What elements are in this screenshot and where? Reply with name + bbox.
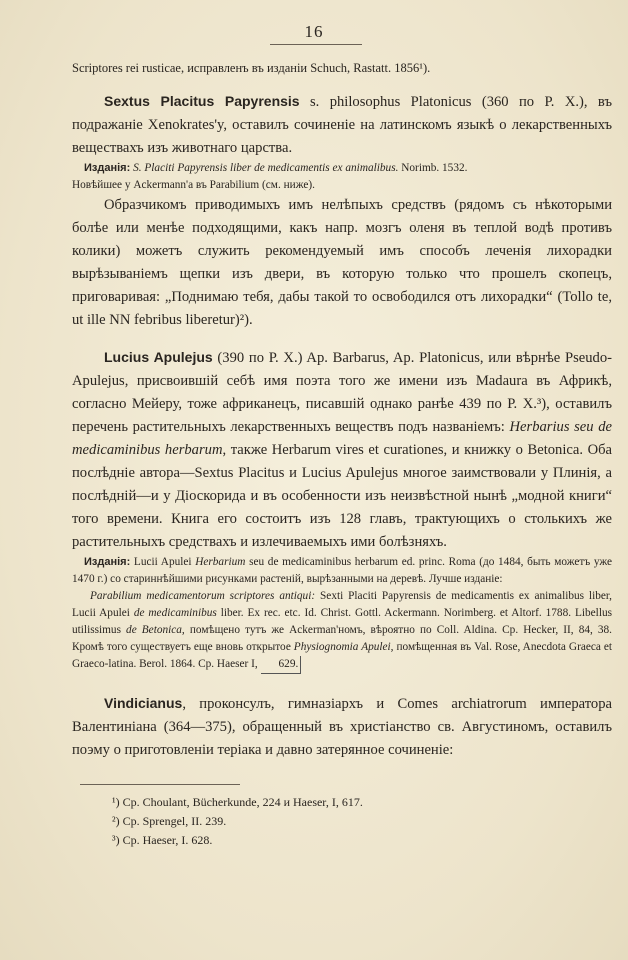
sextus-paragraph xyxy=(72,90,612,160)
sextus-text: s. philosophus Platonicus (360 по Р. X.), въ подражаніе Xenokrates'y, оставилъ сочиненіе на латинскомъ языкѣ о лекарственныхъ веществахъ изъ животнаго царства. xyxy=(72,94,613,156)
lucius-editions-label: Изданія: xyxy=(84,556,131,568)
page-number: 16 xyxy=(304,22,324,41)
lucius-text-a: (390 по Р. X.) Ap. Barbarus, Ap. Platonicus, или вѣрнѣе Pseudo-Apulejus, присвоившій себѣ имя поэта того же имени изъ Madaura въ Африкѣ, согласно Мейеру, тоже африканецъ, писавшій однако ранѣе 439 по Р. X.³), оставилъ перечень растительныхъ лекарственныхъ веществъ подъ названіемъ: xyxy=(72,350,613,435)
page-content xyxy=(72,58,612,850)
lucius-editions-2 xyxy=(72,588,612,674)
sextus-editions-line2: Новѣйшее у Ackermann'a въ Parabilium (см. ниже). xyxy=(72,179,315,191)
lucius-ed-a: Lucii Apulei xyxy=(130,556,196,568)
lucius-text-b: , также Herbarum vires et curationes, и книжку о Betonica. Оба послѣдніе автора—Sextus Placitus и Lucius Apulejus многое заимствовали у Плинія, а послѣдній—и у Діоскорида и въ особенности изъ неизвѣстной нынѣ „модной книги“ того времени. Книга его состоитъ изъ 128 главъ, трактующихъ о столькихъ же растительныхъ средствахъ и излечиваемыхъ ими болѣзняхъ. xyxy=(72,442,613,550)
page-number-rule xyxy=(270,44,362,45)
lucius-ed2-it3: de Betonica, xyxy=(126,624,185,636)
footnote-rule xyxy=(80,784,240,785)
sextus-editions-rest: Norimb. 1532. xyxy=(398,162,468,174)
sextus-editions-title: S. Placiti Papyrensis liber de medicamentis ex animalibus. xyxy=(133,162,399,174)
lucius-ed2-title: Parabilium medicamentorum scriptores antiqui: xyxy=(90,590,316,602)
footnote-3: ³) Ср. Haeser, I. 628. xyxy=(112,833,213,847)
sextus-body: Образчикомъ приводимыхъ имъ нелѣпыхъ средствъ (рядомъ съ нѣкоторыми болѣе или менѣе подходящими, какъ напр. мозгъ оленя въ теплой водѣ противъ колики) можетъ служить рекомендуемый имъ способъ леченія лихорадки вырѣзываніемъ щепки изъ двери, въ которую только что прошелъ скопецъ, приговаривая: „Поднимаю тебя, дабы такой то освободился отъ лихорадки“ (Tollo te, ut ille NN febribus liberetur)²). xyxy=(72,197,612,328)
vindicianus-paragraph xyxy=(72,692,612,762)
lucius-paragraph xyxy=(72,346,612,554)
lucius-ed2-d: помѣщенная въ Val. Rose, Anecdota Graeca et Graeco-latina. Berol. 1864. Ср. Haeser I, xyxy=(72,641,612,670)
footnotes xyxy=(72,793,612,850)
sextus-editions xyxy=(72,160,612,177)
sextus-name: Sextus Placitus Papyrensis xyxy=(104,93,300,109)
lucius-ed2-a: Sexti Placiti Papyrensis de medicamentis ex animalibus liber, Lucii Apulei xyxy=(72,590,613,619)
lucius-ed-title: Herbarium xyxy=(195,556,246,568)
lucius-name: Lucius Apulejus xyxy=(104,349,213,365)
lucius-title: Herbarius seu de medicaminibus herbarum xyxy=(72,419,612,458)
lucius-editions xyxy=(72,554,612,588)
lucius-ed2-b: liber. Ex rec. etc. Id. Christ. Gottl. Ackermann. Norimberg. et Altorf. 1788. Libellus utilissimus xyxy=(72,607,612,636)
lucius-ed2-c: помѣщено тутъ же Ackerman'номъ, вѣроятно по Coll. Aldina. Ср. Hecker, II, 84, 38. Кромѣ того существуетъ еще вновь открытое xyxy=(72,624,613,653)
footnote-1: ¹) Ср. Choulant, Bücherkunde, 224 и Haeser, I, 617. xyxy=(112,795,363,809)
lucius-ed2-it2: de medicaminibus xyxy=(133,607,217,619)
sextus-editions-label: Изданія: xyxy=(84,162,131,174)
vindicianus-text: , проконсулъ, гимназіархъ и Comes archiatrorum императора Валентиніана (364—375), обращенный въ христіанство св. Августиномъ, оставилъ поэму о приготовленіи теріака и давно затерянное сочиненіе: xyxy=(72,696,612,758)
lucius-ed-b: seu de medicaminibus herbarum ed. princ. Roma (до 1484, быть можетъ уже 1470 г.) со стариннѣйшими рисунками растеній, вырѣзанными на деревѣ. Лучше изданіе: xyxy=(72,556,612,585)
lucius-ed2-end: 629. xyxy=(261,656,302,674)
lucius-ed2-it4: Physiognomia Apulei, xyxy=(293,641,394,653)
footnote-2: ²) Ср. Sprengel, II. 239. xyxy=(112,814,227,828)
vindicianus-name: Vindicianus xyxy=(104,695,183,711)
intro-line: Scriptores rei rusticae, исправленъ въ изданіи Schuch, Rastatt. 1856¹). xyxy=(72,61,431,75)
